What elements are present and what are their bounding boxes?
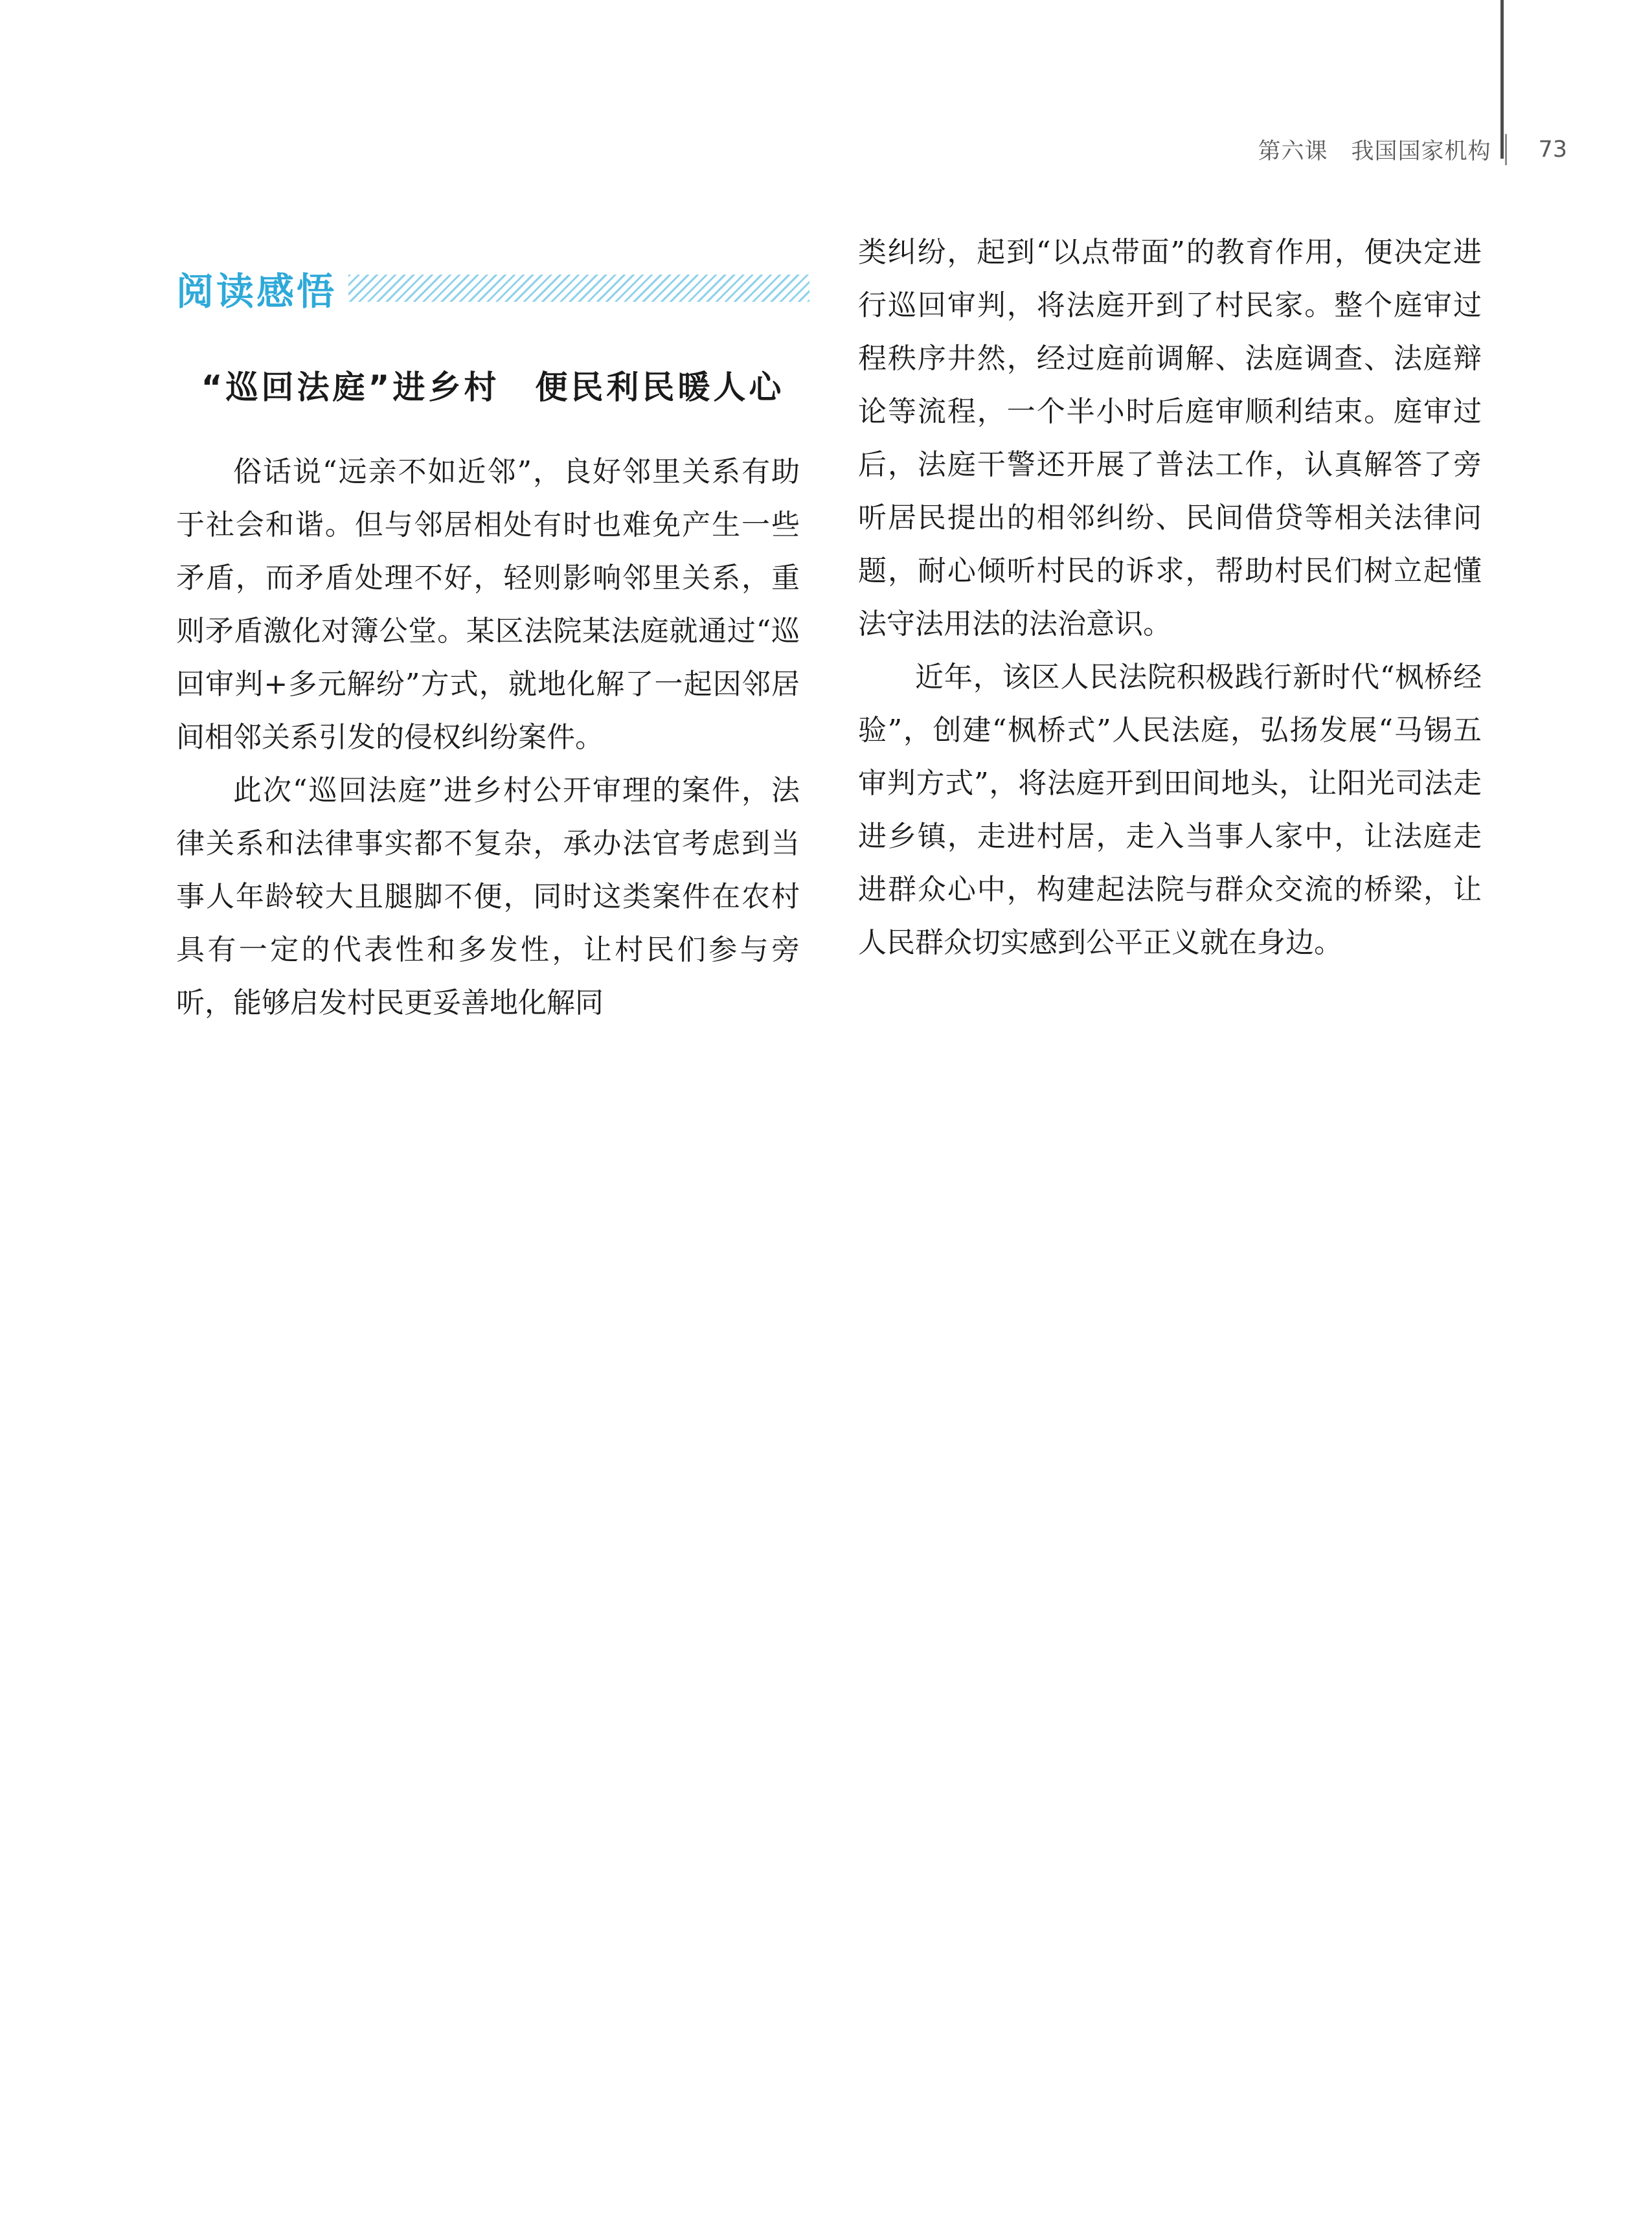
article-title: “巡回法庭”进乡村 便民利民暖人心 xyxy=(201,369,785,406)
page-number: 73 xyxy=(1505,134,1567,165)
paragraph-continuation: 类纠纷，起到“以点带面”的教育作用，便决定进行巡回审判，将法庭开到了村民家。整个庭审过程秩序井然，经过庭前调解、法庭调查、法庭辩论等流程，一个半小时后庭审顺利结束。庭审过后，法庭干警还开展了普法工作，认真解答了旁听居民提出的相邻纠纷、民间借贷等相关法律问题，耐心倾听村民的诉求，帮助村民们树立起懂法守法用法的法治意识。 xyxy=(858,236,1482,641)
section-title: 阅读感悟 xyxy=(176,269,337,313)
running-header xyxy=(1101,131,1567,168)
left-column xyxy=(176,446,800,1030)
right-column xyxy=(858,226,1482,970)
paragraph: 俗话说“远亲不如近邻”，良好邻里关系有助于社会和谐。但与邻居相处有时也难免产生一些矛盾，而矛盾处理不好，轻则影响邻里关系，重则矛盾激化对簿公堂。某区法院某法庭就通过“巡回审判+多元解纷”方式，就地化解了一起因邻居间相邻关系引发的侵权纠纷案件。 xyxy=(176,455,800,754)
chapter-title: 第六课 我国国家机构 xyxy=(1258,139,1491,165)
section-heading xyxy=(176,262,809,314)
section-hatch-bar xyxy=(348,275,809,302)
paragraph: 近年，该区人民法院积极践行新时代“枫桥经验”，创建“枫桥式”人民法庭，弘扬发展“马锡五审判方式”，将法庭开到田间地头，让阳光司法走进乡镇，走进村居，走入当事人家中，让法庭走进群众心中，构建起法院与群众交流的桥梁，让人民群众切实感到公平正义就在身边。 xyxy=(858,661,1482,959)
paragraph: 此次“巡回法庭”进乡村公开审理的案件，法律关系和法律事实都不复杂，承办法官考虑到当事人年龄较大且腿脚不便，同时这类案件在农村具有一定的代表性和多发性，让村民们参与旁听，能够启发村民更妥善地化解同 xyxy=(176,774,800,1019)
